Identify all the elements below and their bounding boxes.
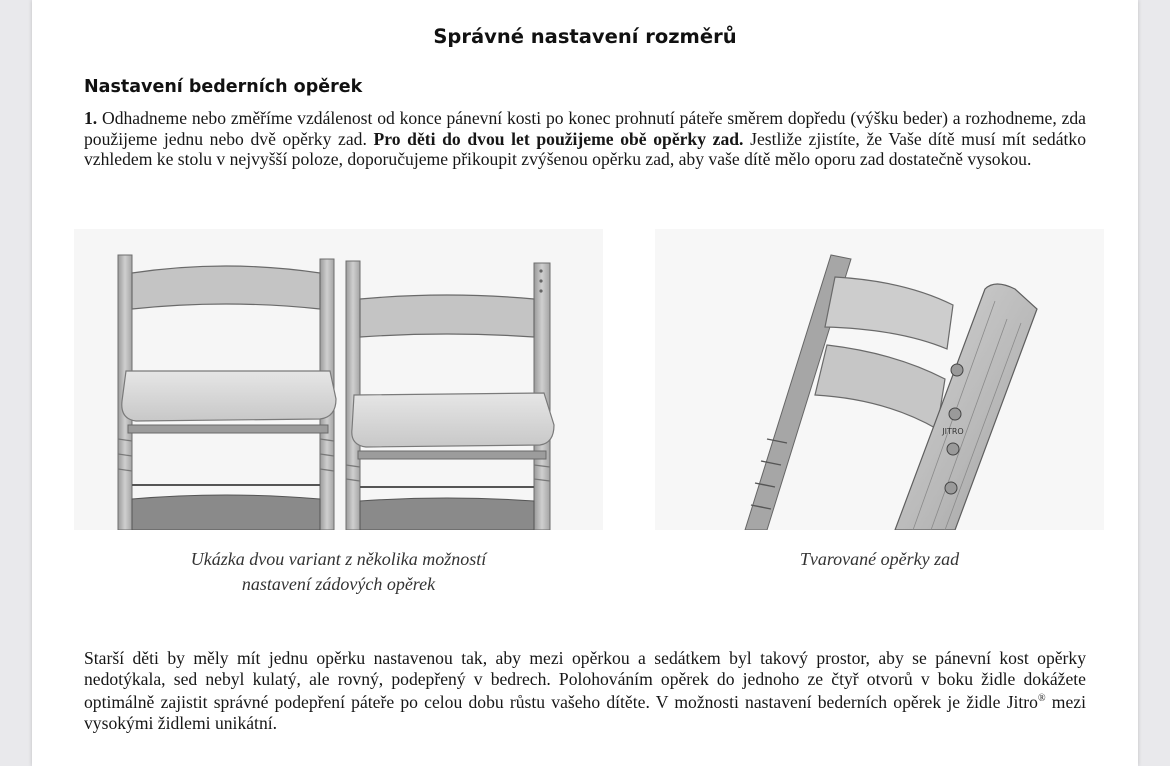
left-photo-caption	[74, 547, 603, 597]
registered-mark: ®	[1037, 693, 1046, 705]
document-page	[32, 0, 1138, 766]
left-caption-line-1: Ukázka dvou variant z několika možností	[190, 549, 487, 569]
paragraph-1-text-b: Jestliže zjistíte, že Vaše dítě musí mít sedátko vzhledem ke stolu v nejvyšší poloze, doporučujeme přikoupit zvýšenou opěrku zad, aby vaše dítě mělo oporu zad dostatečně vysokou.	[84, 128, 1086, 170]
chair-variants-illustration	[74, 229, 603, 530]
jitro-logo: JITRO	[942, 427, 964, 436]
paragraph-1	[84, 108, 1086, 170]
paragraph-1-bold-text: Pro děti do dvou let použijeme obě opěrky zad.	[373, 128, 744, 149]
chair-backrest-variants-photo	[74, 229, 603, 530]
paragraph-2-text-b: mezi vysokými židlemi unikátní.	[84, 692, 1086, 733]
paragraph-1-text-a: Odhadneme nebo změříme vzdálenost od konce pánevní kosti po konec prohnutí páteře směrem dopředu (výšku beder) a rozhodneme, zda použijeme jednu nebo dvě opěrky zad.	[84, 108, 1086, 149]
paragraph-number: 1.	[84, 108, 98, 128]
right-photo-caption: Tvarované opěrky zad	[799, 549, 960, 569]
left-caption-line-2: nastavení zádových opěrek	[241, 574, 436, 594]
page-title: Správné nastavení rozměrů	[433, 25, 737, 48]
section-heading: Nastavení bederních opěrek	[84, 77, 363, 97]
shaped-backrest-photo	[655, 229, 1104, 530]
paragraph-2-text-a: Starší děti by měly mít jednu opěrku nastavenou tak, aby mezi opěrkou a sedátkem byl takový prostor, aby se pánevní kost opěrky nedotýkala, sed nebyl kulatý, ale rovný, podepřený v bedrech. Polohováním opěrek do jednoho ze čtyř otvorů v boku židle dokážete optimálně zajistit správné podepření páteře po celou dobu růstu vašeho dítěte. V možnosti nastavení bederních opěrek je židle Jitro	[84, 648, 1086, 713]
shaped-backrest-illustration	[655, 229, 1104, 530]
paragraph-2	[84, 648, 1086, 733]
